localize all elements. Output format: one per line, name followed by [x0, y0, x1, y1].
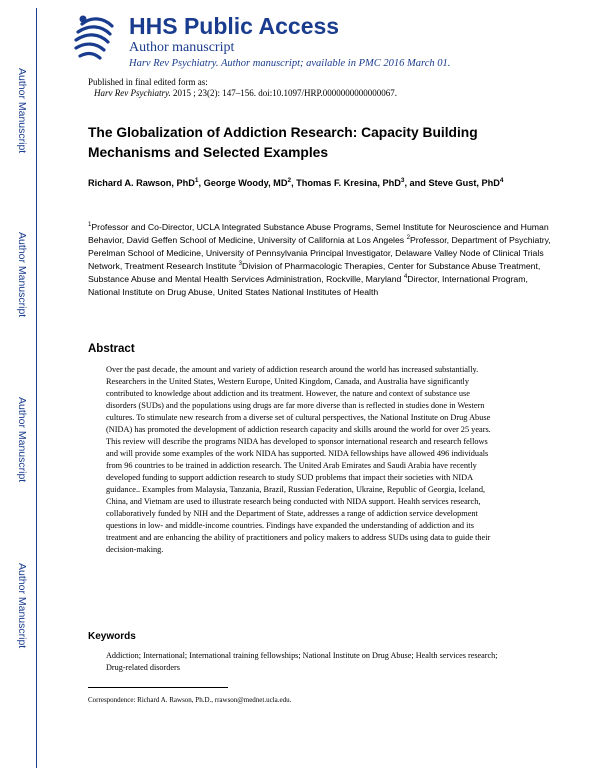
abstract-body: Over the past decade, the amount and variety of addiction research around the world has increased substantially. Researchers in the United States, Western Europe, United Kingdom, Canada, and Australia have significantly contributed to knowledge about addiction and its treatment. However, the nature and context of substance use disorders (SUDs) and the populations using drugs are far more diverse than is reflected in studies done in Western cultures. To stimulate new research from a diverse set of cultural perspectives, the National Institute on Drug Abuse (NIDA) has promoted the development of addiction research capacity and skills around the world for over 25 years. This review will describe the programs NIDA has developed to sponsor international research and research fellows and will provide some examples of the work NIDA has supported. NIDA fellowships have allowed 496 individuals from 96 countries to be trained in addiction research. The United Arab Emirates and Saudi Arabia have recently developed funding to support addiction research to study SUD problems that impact their societies with NIDA guidance.. Examples from Malaysia, Tanzania, Brazil, Russian Federation, Ukraine, Republic of Georgia, Iceland, China, and Vietnam are used to illustrate research being conducted with NIDA support. Health services research, collaboratively funded by NIH and the Department of State, addresses a range of addiction service development questions in low- and middle-income countries. Findings have expanded the understanding of addiction and its treatment and are enhancing the ability of practitioners and policy makers to address SUDs using data to guide their decision-making. [106, 365, 491, 554]
author-affil-sup: 2 [287, 176, 292, 184]
affil-sup: 4 [403, 273, 408, 281]
publication-info [88, 77, 397, 99]
author-list [88, 176, 558, 190]
author-name: George Woody, MD [203, 178, 288, 188]
affil-sup: 2 [406, 234, 410, 242]
author-separator: , [198, 178, 204, 188]
hhs-eagle-logo-icon [68, 10, 118, 66]
citation-details: 2015 ; 23(2): 147–156. doi:10.1097/HRP.0000000000000067. [170, 88, 397, 98]
author-separator: , [291, 178, 297, 188]
side-label-author-manuscript: Author Manuscript [16, 68, 28, 154]
keywords-heading: Keywords [88, 631, 136, 642]
hhs-public-access-title: HHS Public Access [129, 13, 340, 39]
author-affil-sup: 3 [400, 176, 405, 184]
author-name: Richard A. Rawson, PhD [88, 178, 195, 188]
author-manuscript-label: Author manuscript [129, 40, 235, 55]
affiliations [88, 221, 558, 299]
pmc-availability-line: Harv Rev Psychiatry. Author manuscript; available in PMC 2016 March 01. [129, 58, 451, 69]
published-label: Published in final edited form as: [88, 77, 208, 87]
margin-rule [36, 8, 37, 768]
keywords-body: Addiction; International; International training fellowships; National Institute on Drug Abuse; Health services research; Drug-related disorders [106, 651, 498, 672]
side-label-author-manuscript: Author Manuscript [16, 232, 28, 318]
affil-text: Director, International Program, National Institute on Drug Abuse, United States National Institutes of Health [88, 274, 528, 297]
journal-name: Harv Rev Psychiatry. [94, 88, 171, 98]
affil-sup: 3 [238, 260, 243, 268]
side-label-author-manuscript: Author Manuscript [16, 563, 28, 649]
affil-text: Professor and Co-Director, UCLA Integrated Substance Abuse Programs, Semel Institute for Neuroscience and Human Behavior, David Geffen School of Medicine, University of California at Los Angeles [88, 222, 549, 245]
author-affil-sup: 1 [194, 176, 199, 184]
side-label-author-manuscript: Author Manuscript [16, 397, 28, 483]
author-affil-sup: 4 [499, 176, 504, 184]
affil-text: Professor, Department of Psychiatry, Perelman School of Medicine, University of Pennsylvania Principal Investigator, Delaware Valley Node of Clinical Trials Network, Treatment Research Institute [88, 235, 551, 271]
paper-title: The Globalization of Addiction Research: Capacity Building Mechanisms and Selected Examples [88, 125, 478, 160]
author-name: Steve Gust, PhD [428, 178, 500, 188]
abstract-heading: Abstract [88, 343, 135, 355]
footnote-rule [88, 687, 228, 688]
correspondence-footnote: Correspondence: Richard A. Rawson, Ph.D., rrawson@mednet.ucla.edu. [88, 696, 292, 704]
affil-text: Division of Pharmacologic Therapies, Center for Substance Abuse Treatment, Substance Abuse and Mental Health Services Administration, Rockville, Maryland [88, 261, 541, 284]
author-name: Thomas F. Kresina, PhD [296, 178, 401, 188]
author-separator: , and [404, 178, 429, 188]
affil-sup: 1 [88, 221, 92, 229]
